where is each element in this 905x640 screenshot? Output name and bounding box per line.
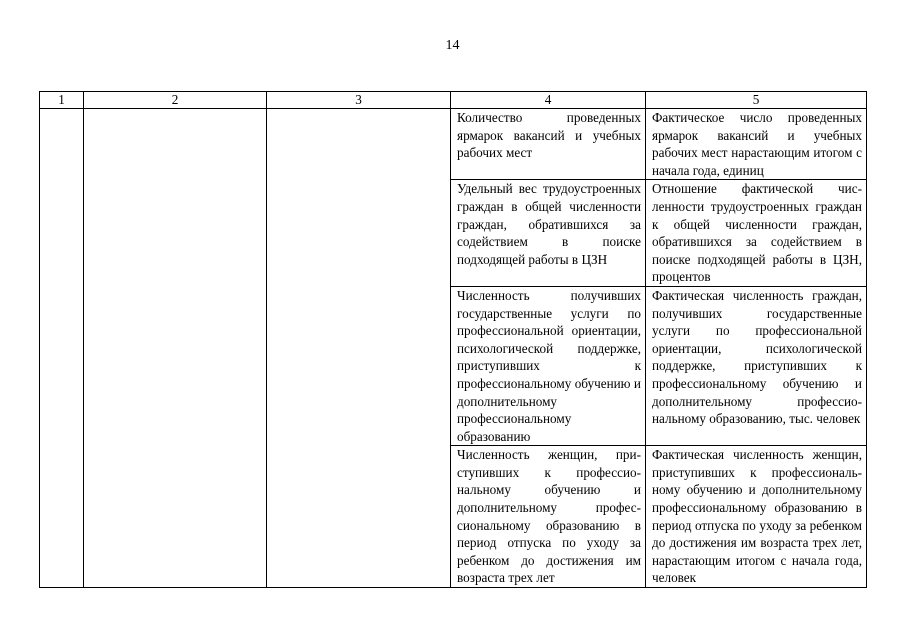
calculation-method-cell: Фактическая численность граждан, получивших государственные услуги по профессиональной ориентации, психологической поддержке, приступивших к профессиональному обучению и дополнительному профессиональному образованию, тыс. человек xyxy=(646,286,867,445)
page-number: 14 xyxy=(445,38,460,53)
column-header-2: 2 xyxy=(84,92,267,109)
calculation-method-cell: Фактическое число проведенных ярмарок вакансий и учебных рабочих мест нарастающим итогом с начала года, единиц xyxy=(646,109,867,180)
indicator-cell: Удельный вес трудоустроенных граждан в общей численности граждан, обратившихся за содействием в поиске подходящей работы в ЦЗН xyxy=(451,180,646,287)
column-header-1: 1 xyxy=(40,92,84,109)
calculation-method-cell: Фактическая численность женщин, приступивших к профессиональному обучению и дополнительному профессиональному образованию в период отпуска по уходу за ребенком до достижения им возраста трех лет, нарастающим итогом с начала года, человек xyxy=(646,446,867,588)
column-1-cell xyxy=(40,109,84,588)
column-3-cell xyxy=(267,109,451,588)
indicator-cell: Численность женщин, приступивших к профессиональному обучению и дополнительному профессиональному образованию в период отпуска по уходу за ребенком до достижения им возраста трех лет xyxy=(451,446,646,588)
indicators-table xyxy=(39,91,867,588)
table-header-row xyxy=(40,92,867,109)
column-header-5: 5 xyxy=(646,92,867,109)
column-2-cell xyxy=(84,109,267,588)
indicator-cell: Численность получивших государственные услуги по профессиональной ориентации, психологической поддержке, приступивших к профессиональному обучению и дополнительному профессиональному образованию xyxy=(451,286,646,445)
column-header-3: 3 xyxy=(267,92,451,109)
table-row xyxy=(40,109,867,180)
column-header-4: 4 xyxy=(451,92,646,109)
calculation-method-cell: Отношение фактической численности трудоустроенных граждан к общей численности граждан, обратившихся за содействием в поиске подходящей работы в ЦЗН, процентов xyxy=(646,180,867,287)
indicator-cell: Количество проведенных ярмарок вакансий и учебных рабочих мест xyxy=(451,109,646,180)
